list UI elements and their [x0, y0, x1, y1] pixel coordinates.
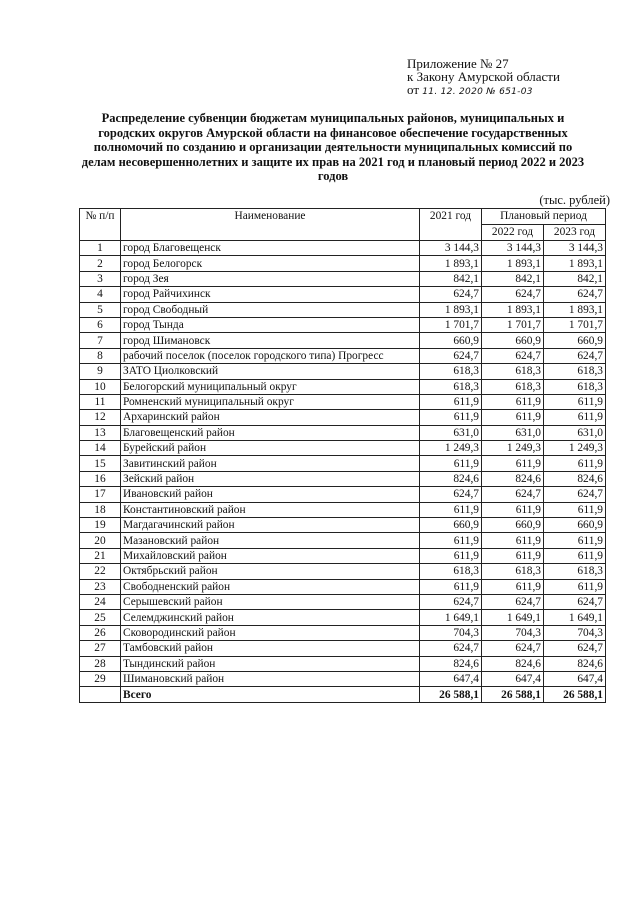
document-title: Распределение субвенции бюджетам муниципальных районов, муниципальных и городских округов Амурской области на финансовое обеспечение государственных полномочий по созданию и организации деятельности муниципальных комиссий по делам несовершеннолетних и защите их прав на 2021 год и плановый период 2022 и 2023 годов — [81, 111, 585, 183]
row-value-2023: 624,7 — [544, 348, 606, 363]
row-value-2022: 824,6 — [482, 656, 544, 671]
row-number: 25 — [80, 610, 121, 625]
table-row — [80, 379, 606, 394]
row-value-2021: 1 649,1 — [420, 610, 482, 625]
row-name: Тамбовский район — [121, 641, 420, 656]
row-value-2022: 611,9 — [482, 579, 544, 594]
row-name: Константиновский район — [121, 502, 420, 517]
table-row — [80, 471, 606, 486]
row-number: 1 — [80, 241, 121, 256]
row-value-2022: 1 893,1 — [482, 302, 544, 317]
table-row — [80, 671, 606, 686]
row-number: 14 — [80, 441, 121, 456]
units-label: (тыс. рублей) — [539, 193, 610, 207]
row-value-2023: 611,9 — [544, 410, 606, 425]
row-value-2022: 704,3 — [482, 625, 544, 640]
row-value-2021: 824,6 — [420, 471, 482, 486]
table-body — [80, 241, 606, 687]
row-value-2021: 824,6 — [420, 656, 482, 671]
row-name: Михайловский район — [121, 548, 420, 563]
row-name: Белогорский муниципальный округ — [121, 379, 420, 394]
row-number: 29 — [80, 671, 121, 686]
row-value-2022: 624,7 — [482, 641, 544, 656]
row-number: 24 — [80, 594, 121, 609]
row-name: город Шимановск — [121, 333, 420, 348]
row-value-2021: 611,9 — [420, 548, 482, 563]
row-value-2021: 618,3 — [420, 364, 482, 379]
row-value-2022: 611,9 — [482, 548, 544, 563]
row-value-2023: 1 649,1 — [544, 610, 606, 625]
row-value-2021: 611,9 — [420, 394, 482, 409]
table-row — [80, 317, 606, 332]
row-value-2022: 624,7 — [482, 487, 544, 502]
row-number: 19 — [80, 518, 121, 533]
row-value-2023: 704,3 — [544, 625, 606, 640]
row-value-2021: 704,3 — [420, 625, 482, 640]
row-value-2021: 611,9 — [420, 456, 482, 471]
row-name: Серышевский район — [121, 594, 420, 609]
row-value-2022: 611,9 — [482, 533, 544, 548]
row-value-2023: 1 893,1 — [544, 256, 606, 271]
row-name: город Тында — [121, 317, 420, 332]
row-value-2021: 842,1 — [420, 271, 482, 286]
table-row — [80, 241, 606, 256]
table-row — [80, 641, 606, 656]
row-name: Ивановский район — [121, 487, 420, 502]
table-row — [80, 625, 606, 640]
row-number: 5 — [80, 302, 121, 317]
handwritten-date-number: 11. 12. 2020 № 651-03 — [422, 87, 533, 97]
row-value-2022: 611,9 — [482, 394, 544, 409]
row-name: Свободненский район — [121, 579, 420, 594]
row-number: 18 — [80, 502, 121, 517]
row-name: город Белогорск — [121, 256, 420, 271]
row-number: 21 — [80, 548, 121, 563]
row-value-2023: 611,9 — [544, 502, 606, 517]
table-row — [80, 533, 606, 548]
row-name: город Райчихинск — [121, 287, 420, 302]
row-value-2021: 624,7 — [420, 594, 482, 609]
table-row — [80, 441, 606, 456]
row-value-2022: 624,7 — [482, 287, 544, 302]
total-2023: 26 588,1 — [544, 687, 606, 702]
total-row — [80, 687, 606, 702]
total-label: Всего — [121, 687, 420, 702]
row-value-2022: 624,7 — [482, 348, 544, 363]
row-name: Сковородинский район — [121, 625, 420, 640]
total-number-cell — [80, 687, 121, 702]
row-name: Шимановский район — [121, 671, 420, 686]
header-number: № п/п — [80, 209, 121, 241]
row-name: город Благовещенск — [121, 241, 420, 256]
table-row — [80, 610, 606, 625]
row-number: 20 — [80, 533, 121, 548]
row-value-2023: 611,9 — [544, 548, 606, 563]
row-number: 2 — [80, 256, 121, 271]
appendix-date-line — [407, 83, 632, 99]
row-name: Магдагачинский район — [121, 518, 420, 533]
table-row — [80, 564, 606, 579]
row-value-2022: 624,7 — [482, 594, 544, 609]
table-row — [80, 364, 606, 379]
row-number: 17 — [80, 487, 121, 502]
row-number: 6 — [80, 317, 121, 332]
row-value-2023: 618,3 — [544, 379, 606, 394]
table-row — [80, 256, 606, 271]
appendix-block — [407, 57, 632, 99]
table-row — [80, 410, 606, 425]
row-name: город Зея — [121, 271, 420, 286]
row-value-2023: 3 144,3 — [544, 241, 606, 256]
row-number: 11 — [80, 394, 121, 409]
row-value-2022: 611,9 — [482, 456, 544, 471]
table-row — [80, 425, 606, 440]
row-value-2022: 618,3 — [482, 379, 544, 394]
row-value-2021: 624,7 — [420, 641, 482, 656]
row-number: 7 — [80, 333, 121, 348]
row-value-2021: 611,9 — [420, 502, 482, 517]
row-value-2023: 611,9 — [544, 456, 606, 471]
row-number: 27 — [80, 641, 121, 656]
row-number: 10 — [80, 379, 121, 394]
table-row — [80, 518, 606, 533]
row-value-2022: 611,9 — [482, 502, 544, 517]
row-value-2022: 1 893,1 — [482, 256, 544, 271]
table-row — [80, 271, 606, 286]
row-value-2022: 824,6 — [482, 471, 544, 486]
row-number: 3 — [80, 271, 121, 286]
table-row — [80, 502, 606, 517]
row-value-2021: 660,9 — [420, 333, 482, 348]
row-value-2023: 624,7 — [544, 287, 606, 302]
row-number: 22 — [80, 564, 121, 579]
table-row — [80, 287, 606, 302]
header-2022: 2022 год — [482, 225, 544, 241]
row-name: Октябрьский район — [121, 564, 420, 579]
row-value-2023: 1 249,3 — [544, 441, 606, 456]
total-2021: 26 588,1 — [420, 687, 482, 702]
row-value-2022: 618,3 — [482, 564, 544, 579]
row-value-2023: 842,1 — [544, 271, 606, 286]
row-value-2021: 3 144,3 — [420, 241, 482, 256]
row-value-2023: 631,0 — [544, 425, 606, 440]
row-value-2022: 1 249,3 — [482, 441, 544, 456]
header-2023: 2023 год — [544, 225, 606, 241]
row-value-2022: 1 649,1 — [482, 610, 544, 625]
row-name: Благовещенский район — [121, 425, 420, 440]
row-number: 8 — [80, 348, 121, 363]
row-name: Тындинский район — [121, 656, 420, 671]
row-number: 23 — [80, 579, 121, 594]
row-name: Ромненский муниципальный округ — [121, 394, 420, 409]
table-row — [80, 579, 606, 594]
row-value-2023: 624,7 — [544, 641, 606, 656]
row-name: Селемджинский район — [121, 610, 420, 625]
row-value-2022: 618,3 — [482, 364, 544, 379]
header-2021: 2021 год — [420, 209, 482, 241]
table-row — [80, 348, 606, 363]
subvention-table — [79, 208, 606, 703]
row-number: 28 — [80, 656, 121, 671]
row-value-2021: 611,9 — [420, 533, 482, 548]
row-value-2022: 660,9 — [482, 333, 544, 348]
row-name: Бурейский район — [121, 441, 420, 456]
row-value-2021: 631,0 — [420, 425, 482, 440]
row-value-2021: 624,7 — [420, 287, 482, 302]
appendix-number: Приложение № 27 — [407, 56, 509, 71]
row-value-2021: 618,3 — [420, 379, 482, 394]
row-value-2023: 611,9 — [544, 579, 606, 594]
row-name: Завитинский район — [121, 456, 420, 471]
row-value-2022: 611,9 — [482, 410, 544, 425]
row-value-2021: 660,9 — [420, 518, 482, 533]
row-name: город Свободный — [121, 302, 420, 317]
row-value-2021: 1 893,1 — [420, 302, 482, 317]
row-value-2023: 618,3 — [544, 364, 606, 379]
row-value-2022: 3 144,3 — [482, 241, 544, 256]
row-value-2021: 1 893,1 — [420, 256, 482, 271]
row-name: Архаринский район — [121, 410, 420, 425]
table-row — [80, 594, 606, 609]
row-number: 4 — [80, 287, 121, 302]
appendix-date-prefix: от — [407, 82, 420, 97]
row-value-2023: 624,7 — [544, 487, 606, 502]
row-value-2023: 647,4 — [544, 671, 606, 686]
row-value-2022: 631,0 — [482, 425, 544, 440]
row-name: рабочий поселок (поселок городского типа) Прогресс — [121, 348, 420, 363]
row-value-2023: 1 893,1 — [544, 302, 606, 317]
row-value-2022: 647,4 — [482, 671, 544, 686]
row-value-2022: 660,9 — [482, 518, 544, 533]
row-value-2023: 611,9 — [544, 394, 606, 409]
row-value-2022: 1 701,7 — [482, 317, 544, 332]
row-value-2021: 618,3 — [420, 564, 482, 579]
row-value-2021: 647,4 — [420, 671, 482, 686]
table-row — [80, 302, 606, 317]
row-value-2021: 624,7 — [420, 487, 482, 502]
header-name: Наименование — [121, 209, 420, 241]
table-row — [80, 333, 606, 348]
row-value-2023: 624,7 — [544, 594, 606, 609]
row-value-2023: 660,9 — [544, 518, 606, 533]
table-row — [80, 548, 606, 563]
row-value-2023: 611,9 — [544, 533, 606, 548]
total-2022: 26 588,1 — [482, 687, 544, 702]
row-value-2023: 618,3 — [544, 564, 606, 579]
table-row — [80, 656, 606, 671]
row-value-2023: 660,9 — [544, 333, 606, 348]
header-plan-period: Плановый период — [482, 209, 606, 225]
table-row — [80, 394, 606, 409]
row-name: ЗАТО Циолковский — [121, 364, 420, 379]
appendix-law-reference: к Закону Амурской области — [407, 69, 560, 84]
row-number: 12 — [80, 410, 121, 425]
row-number: 13 — [80, 425, 121, 440]
row-name: Зейский район — [121, 471, 420, 486]
row-value-2023: 824,6 — [544, 656, 606, 671]
table-row — [80, 456, 606, 471]
row-number: 15 — [80, 456, 121, 471]
row-value-2021: 624,7 — [420, 348, 482, 363]
row-value-2021: 611,9 — [420, 579, 482, 594]
row-value-2021: 611,9 — [420, 410, 482, 425]
row-name: Мазановский район — [121, 533, 420, 548]
row-value-2023: 824,6 — [544, 471, 606, 486]
table-row — [80, 487, 606, 502]
row-number: 16 — [80, 471, 121, 486]
row-number: 26 — [80, 625, 121, 640]
row-value-2021: 1 249,3 — [420, 441, 482, 456]
row-number: 9 — [80, 364, 121, 379]
row-value-2023: 1 701,7 — [544, 317, 606, 332]
row-value-2022: 842,1 — [482, 271, 544, 286]
row-value-2021: 1 701,7 — [420, 317, 482, 332]
